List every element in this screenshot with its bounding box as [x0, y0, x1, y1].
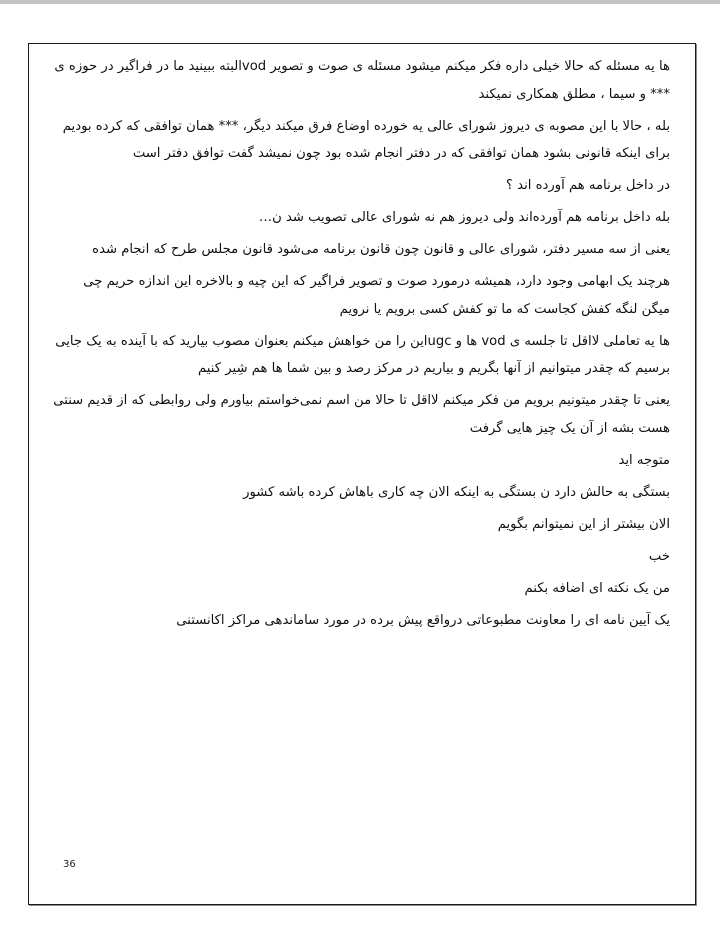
paragraph: بله ، حالا با این مصوبه ی دیروز شورای عالی یه خورده اوضاع فرق میکند دیگر، *** همان توافقی که کرده بودیم برای اینکه قانونی بشود همان توافقی که در دفتر انجام شده بود چون نمیشد گفت توافق دفتر است — [62, 118, 670, 161]
paragraph: بستگی به حالش دارد ن بستگی به اینکه الان چه کاری باهاش کرده باشه کشور — [243, 484, 670, 500]
page-number: 36 — [63, 859, 76, 870]
paragraph: خب — [648, 548, 670, 564]
paragraph: یعنی از سه مسیر دفتر، شورای عالی و قانون چون قانون برنامه می‌شود قانون مجلس طرح که انجام شده — [92, 242, 670, 257]
paragraph: یعنی تا چقدر میتونیم برویم من فکر میکنم لااقل تا حالا من اسم نمی‌خواستم بیاورم ولی روابطی که از قدیم سنتی هست بشه از آن یک چیز هایی گرفت — [53, 393, 670, 436]
paragraph: یک آیین نامه ای را معاونت مطبوعاتی درواقع پیش برده در مورد ساماندهی مراکز اکانستنی — [176, 612, 670, 628]
viewer-top-bar — [0, 0, 720, 4]
paragraph: هرچند یک ابهامی وجود دارد، همیشه درمورد صوت و تصویر فراگیر که این چیه و بالاخره این اندازه حریم چی میگن لنگه کفش کجاست که ما تو کفش کسی برویم یا نرویم — [83, 274, 670, 317]
paragraph: متوجه اید — [618, 452, 670, 468]
paragraph: من یک نکته ای اضافه بکنم — [524, 580, 670, 596]
paragraph: الان بیشتر از این نمیتوانم بگویم — [497, 516, 670, 532]
document-body — [52, 53, 670, 639]
paragraph: ها یه تعاملی لااقل تا جلسه ی vod ها و ugcاین را من خواهش میکنم بعنوان مصوب بیارید که با آینده به یک جایی برسیم که چقدر میتوانیم از آنها بگریم و بیاریم در مرکز رصد و بین شما ها هم شِیر کنیم — [55, 333, 670, 376]
paragraph: بله داخل برنامه هم آورده‌اند ولی دیروز هم نه شورای عالی تصویب شد ن… — [258, 210, 670, 225]
paragraph: در داخل برنامه هم آورده اند ؟ — [505, 178, 670, 193]
paragraph: ها یه مسئله که حالا خیلی داره فکر میکنم میشود مسئله ی صوت و تصویر vodالبته ببینید ما در فراگیر در حوزه ی *** و سیما ، مطلق همکاری نمیکند — [54, 59, 670, 102]
